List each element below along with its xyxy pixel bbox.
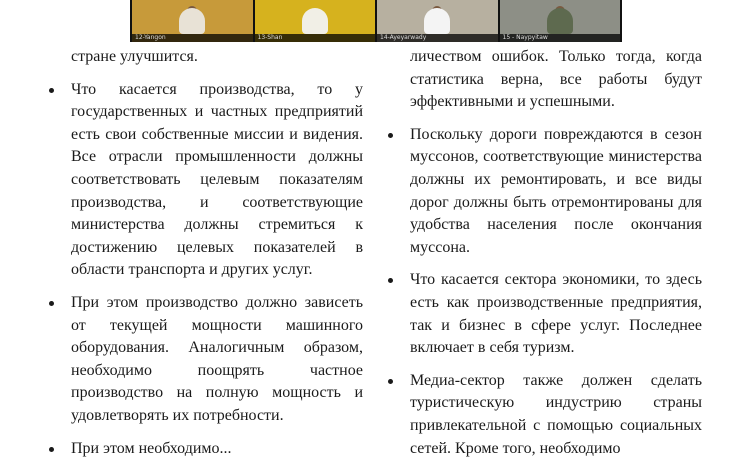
right-column	[410, 46, 702, 460]
photo-tile-1	[132, 0, 253, 42]
person-figure	[424, 8, 450, 34]
list-item: Что касается производства, то у государственных и частных предприятий есть свои собственные миссии и видения. Все отрасли промышленности должны соответствовать целевым показателям производства, и соответствующие министерства должны стремиться к достижению целевых показателей в области транспорта и других услуг.	[71, 79, 363, 282]
paragraph-continuation: стране улучшится.	[71, 48, 198, 65]
tile-caption: 12-Yangon	[132, 34, 253, 42]
list-item: Что касается сектора экономики, то здесь есть как производственные предприятия, так и бизнес в сфере услуг. Последнее включает в себя туризм.	[410, 269, 702, 359]
tile-caption: 13-Shan	[255, 34, 376, 42]
bullet-icon	[49, 447, 54, 452]
list-item: При этом необходимо...	[71, 438, 363, 460]
list-item: Медиа-сектор также должен сделать туристическую индустрию страны привлекательной с помощью социальных сетей. Кроме того, необходимо	[410, 370, 702, 460]
paragraph-continuation: личеством ошибок. Только тогда, когда статистика верна, все работы будут эффективными и успешными.	[410, 48, 702, 111]
video-conference-photo	[130, 0, 622, 42]
list-item: При этом производство должно зависеть от текущей мощности машинного оборудования. Аналогичным образом, необходимо поощрять частное производство на полную мощность и удовлетворять их потребности.	[71, 292, 363, 428]
person-figure	[547, 8, 573, 34]
list-item: Поскольку дороги повреждаются в сезон муссонов, соответствующие министерства должны их ремонтировать, и все виды дорог должны быть отремонтированы для удобства населения после окончания муссона.	[410, 124, 702, 260]
bullet-list	[410, 124, 702, 460]
tile-caption: 14-Ayeyarwady	[377, 34, 498, 42]
bullet-list	[71, 79, 363, 460]
left-column	[71, 46, 363, 460]
photo-tile-3	[377, 0, 498, 42]
photo-tile-2	[255, 0, 376, 42]
bullet-icon	[49, 88, 54, 93]
bullet-icon	[388, 278, 393, 283]
bullet-icon	[388, 133, 393, 138]
tile-caption: 15 - Naypyitaw	[500, 34, 621, 42]
bullet-icon	[49, 301, 54, 306]
bullet-icon	[388, 379, 393, 384]
photo-tile-4	[500, 0, 621, 42]
chair-figure	[302, 8, 328, 34]
person-figure	[179, 8, 205, 34]
